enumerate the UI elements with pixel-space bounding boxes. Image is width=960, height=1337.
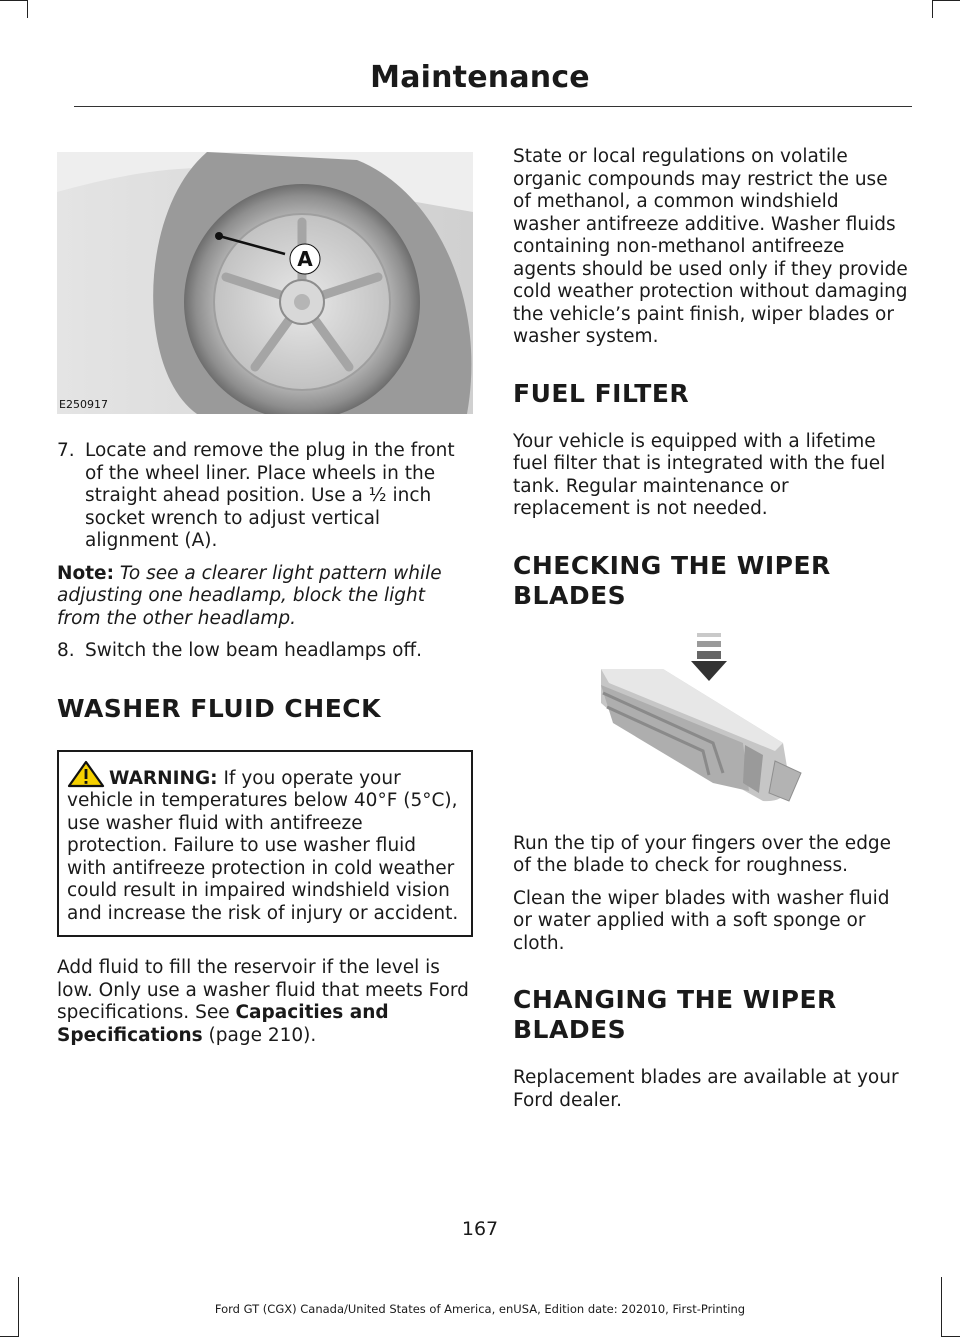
figure-id: E250917 <box>59 398 108 411</box>
left-column <box>57 152 473 1047</box>
step-8 <box>57 640 473 663</box>
warning-icon <box>67 760 105 788</box>
washer-fluid-heading: WASHER FLUID CHECK <box>57 693 382 723</box>
wiper-blade-illustration <box>513 633 909 813</box>
note-text: To see a clearer light pattern while adjusting one headlamp, block the light from the other headlamp. <box>57 562 442 629</box>
checking-wiper-heading-line2: BLADES <box>513 580 627 610</box>
changing-wiper-heading-line2: BLADES <box>513 1015 627 1044</box>
wiper-blade-drawing <box>513 633 909 813</box>
wheel-illustration <box>57 152 473 414</box>
fuel-filter-text: Your vehicle is equipped with a lifetime fuel filter that is integrated with the fuel tank. Regular maintenance or replacement is not needed. <box>513 430 886 519</box>
replacement-paragraph: Replacement blades are available at your Ford dealer. <box>513 1067 899 1111</box>
fuel-filter-heading: FUEL FILTER <box>513 378 690 408</box>
crop-mark <box>932 0 960 1</box>
add-fluid-paragraph <box>57 957 473 1047</box>
checking-wiper-heading-line1: CHECKING THE WIPER <box>513 550 831 580</box>
note <box>57 563 473 631</box>
page-reference: (page 210). <box>202 1024 317 1046</box>
page-title: Maintenance <box>370 60 590 95</box>
step-number: 7. <box>57 440 75 461</box>
add-fluid-text: Add fluid to fill the reservoir if the level is low. Only use a washer fluid that meets Ford specifications. See <box>57 957 469 1023</box>
step-text: Switch the low beam headlamps off. <box>85 640 423 661</box>
warning-label: WARNING: <box>109 767 218 789</box>
header-divider <box>74 106 912 107</box>
crop-mark <box>932 0 933 18</box>
warning-box <box>57 750 473 938</box>
capacities-link[interactable]: Capacities and Specifications <box>57 1002 389 1046</box>
step-text: Locate and remove the plug in the front of the wheel liner. Place wheels in the straight ahead position. Use a ½ inch socket wrench to adjust vertical alignment (A). <box>85 440 455 551</box>
right-column <box>513 146 909 1112</box>
warning-text: If you operate your vehicle in temperatures below 40°F (5°C), use washer fluid with antifreeze protection. Failure to use washer fluid with antifreeze protection in cold weather could result in impaired windshield vision and increase the risk of injury or accident. <box>67 767 459 924</box>
crop-mark <box>0 0 28 1</box>
crop-mark <box>27 0 28 18</box>
wheel-liner-drawing <box>57 152 473 414</box>
regulations-paragraph: State or local regulations on volatile organic compounds may restrict the use of methanol, a common windshield washer antifreeze additive. Washer fluids containing non-methanol antifreeze agents should be used only if they provide cold weather protection without damaging the vehicle’s paint finish, wiper blades or washer system. <box>513 146 908 347</box>
note-label: Note: <box>57 562 114 584</box>
step-7 <box>57 440 473 553</box>
page-number: 167 <box>461 1218 499 1240</box>
changing-wiper-heading-line1: CHANGING THE WIPER <box>513 985 837 1014</box>
clean-paragraph: Clean the wiper blades with washer fluid or water applied with a soft sponge or cloth. <box>513 887 890 954</box>
step-number: 8. <box>57 640 75 661</box>
edition-footer: Ford GT (CGX) Canada/United States of America, enUSA, Edition date: 202010, First-Printing <box>214 1302 746 1316</box>
callout-a: A <box>297 247 313 271</box>
run-tip-paragraph: Run the tip of your fingers over the edge of the blade to check for roughness. <box>513 832 892 876</box>
